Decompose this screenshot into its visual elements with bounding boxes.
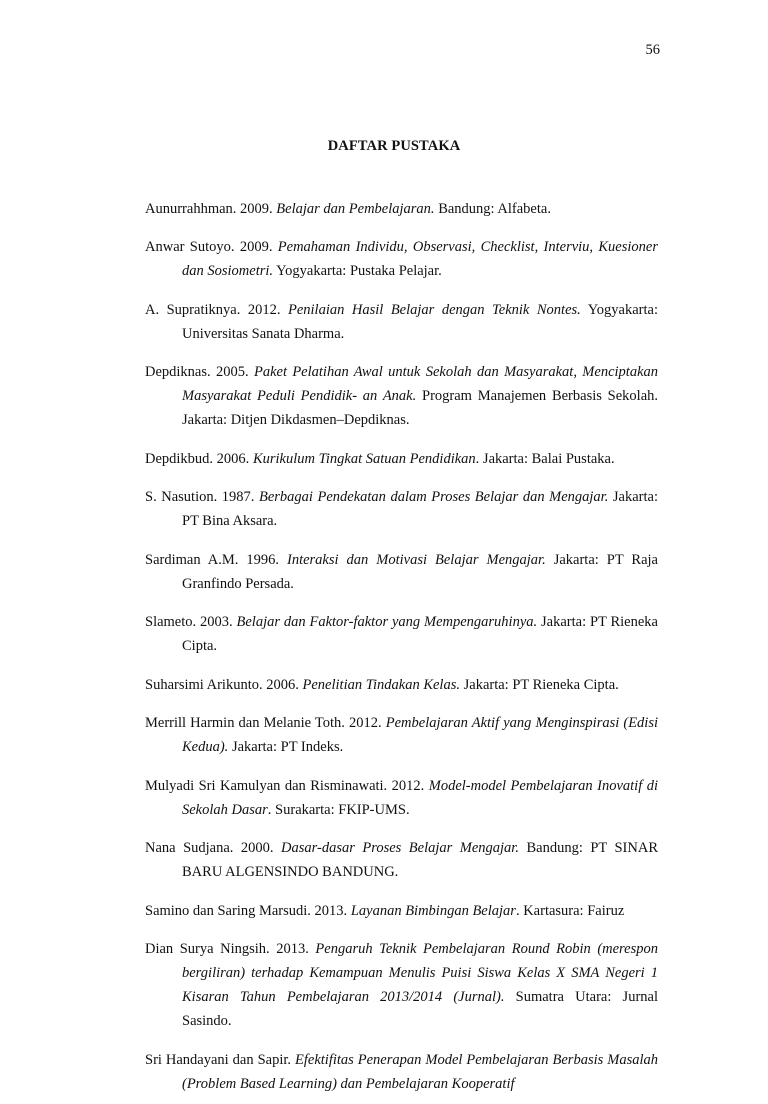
reference-author-year: Sri Handayani dan Sapir. bbox=[145, 1051, 295, 1068]
reference-entry bbox=[145, 360, 658, 432]
reference-entry bbox=[145, 197, 658, 221]
reference-entry bbox=[145, 447, 658, 471]
reference-entry bbox=[145, 711, 658, 759]
reference-entry bbox=[145, 899, 658, 923]
reference-author-year: Dian Surya Ningsih. 2013. bbox=[145, 941, 316, 957]
reference-entry bbox=[145, 485, 658, 533]
reference-title: Efektifitas Penerapan Model Pembelajaran Berbasis Masalah (Problem Based Learning) dan Pembelajaran Kooperatif bbox=[182, 1051, 658, 1092]
reference-title: Paket Pelatihan Awal untuk Sekolah dan Masyarakat, Menciptakan Masyarakat Peduli Pendidik- an Anak. bbox=[182, 364, 659, 404]
reference-title: Pemahaman Individu, Observasi, Checklist, Interviu, Kuesioner dan Sosiometri. bbox=[182, 239, 658, 279]
reference-author-year: Mulyadi Sri Kamulyan dan Risminawati. 2012. bbox=[145, 777, 429, 794]
reference-title: Pembelajaran Aktif yang Menginspirasi (Edisi Kedua). bbox=[182, 715, 658, 755]
reference-author-year: Slameto. 2003. bbox=[145, 614, 237, 630]
page-title: DAFTAR PUSTAKA bbox=[327, 138, 461, 154]
reference-publisher: Bandung: Alfabeta. bbox=[434, 200, 551, 217]
reference-author-year: S. Nasution. 1987. bbox=[145, 489, 259, 505]
reference-publisher: Jakarta: PT Rieneka Cipta. bbox=[182, 614, 658, 654]
reference-author-year: Sardiman A.M. 1996. bbox=[145, 551, 287, 568]
reference-title: Pengaruh Teknik Pembelajaran Round Robin (merespon bergiliran) terhadap Kemampuan Menulis Puisi Siswa Kelas X SMA Negeri 1 Kisaran Tahun Pembelajaran 2013/2014 (Jurnal). bbox=[182, 941, 658, 1005]
reference-publisher: Jakarta: PT Bina Aksara. bbox=[182, 489, 658, 529]
reference-author-year: Nana Sudjana. 2000. bbox=[145, 840, 282, 856]
reference-title: Berbagai Pendekatan dalam Proses Belajar dan Mengajar. bbox=[258, 489, 609, 505]
reference-publisher: Yogyakarta: Universitas Sanata Dharma. bbox=[182, 301, 658, 342]
reference-title: Belajar dan Pembelajaran. bbox=[276, 200, 435, 217]
reference-author-year: Depdiknas. 2005. bbox=[145, 364, 254, 380]
reference-publisher: Bandung: PT SINAR BARU ALGENSINDO BANDUNG. bbox=[182, 840, 658, 880]
reference-author-year: Merrill Harmin dan Melanie Toth. 2012. bbox=[145, 715, 386, 731]
page-number: 56 bbox=[645, 42, 660, 58]
reference-publisher: Jakarta: PT Indeks. bbox=[228, 739, 344, 755]
reference-author-year: Aunurrahhman. 2009. bbox=[145, 200, 277, 217]
reference-entry bbox=[145, 610, 658, 658]
reference-publisher: Yogyakarta: Pustaka Pelajar. bbox=[273, 263, 442, 279]
reference-entry bbox=[145, 298, 658, 346]
reference-publisher: . Surakarta: FKIP-UMS. bbox=[267, 801, 410, 818]
reference-title: Model-model Pembelajaran Inovatif di Sekolah Dasar bbox=[182, 777, 658, 818]
reference-entry bbox=[145, 548, 658, 596]
reference-publisher: . Jakarta: Balai Pustaka. bbox=[475, 450, 615, 467]
reference-title: Penelitian Tindakan Kelas. bbox=[302, 676, 460, 693]
reference-title: Interaksi dan Motivasi Belajar Mengajar. bbox=[287, 551, 546, 568]
reference-author-year: Anwar Sutoyo. 2009. bbox=[145, 239, 278, 255]
reference-author-year: A. Supratiknya. 2012. bbox=[145, 301, 288, 318]
reference-author-year: Depdikbud. 2006. bbox=[145, 450, 253, 467]
reference-publisher: . Kartasura: Fairuz bbox=[515, 902, 625, 919]
reference-publisher: Jakarta: PT Rieneka Cipta. bbox=[459, 676, 619, 693]
reference-entry bbox=[145, 235, 658, 283]
reference-entry bbox=[145, 836, 658, 884]
reference-title: Kurikulum Tingkat Satuan Pendidikan bbox=[252, 450, 476, 467]
reference-title: Belajar dan Faktor-faktor yang Mempengaruhinya. bbox=[236, 614, 538, 630]
reference-title: Dasar-dasar Proses Belajar Mengajar. bbox=[281, 840, 519, 856]
reference-entry bbox=[145, 774, 658, 822]
reference-title: Penilaian Hasil Belajar dengan Teknik Nontes. bbox=[287, 301, 581, 318]
reference-author-year: Suharsimi Arikunto. 2006. bbox=[145, 676, 303, 693]
reference-publisher: Jakarta: PT Raja Granfindo Persada. bbox=[182, 551, 658, 592]
reference-entry bbox=[145, 937, 658, 1033]
reference-entry bbox=[145, 1048, 658, 1096]
reference-entry bbox=[145, 673, 658, 697]
reference-publisher: Program Manajemen Berbasis Sekolah. Jakarta: Ditjen Dikdasmen–Depdiknas. bbox=[182, 388, 659, 428]
reference-publisher: Sumatra Utara: Jurnal Sasindo. bbox=[182, 989, 658, 1029]
reference-list bbox=[145, 182, 658, 1104]
reference-author-year: Samino dan Saring Marsudi. 2013. bbox=[145, 902, 351, 919]
reference-title: Layanan Bimbingan Belajar bbox=[350, 902, 516, 919]
